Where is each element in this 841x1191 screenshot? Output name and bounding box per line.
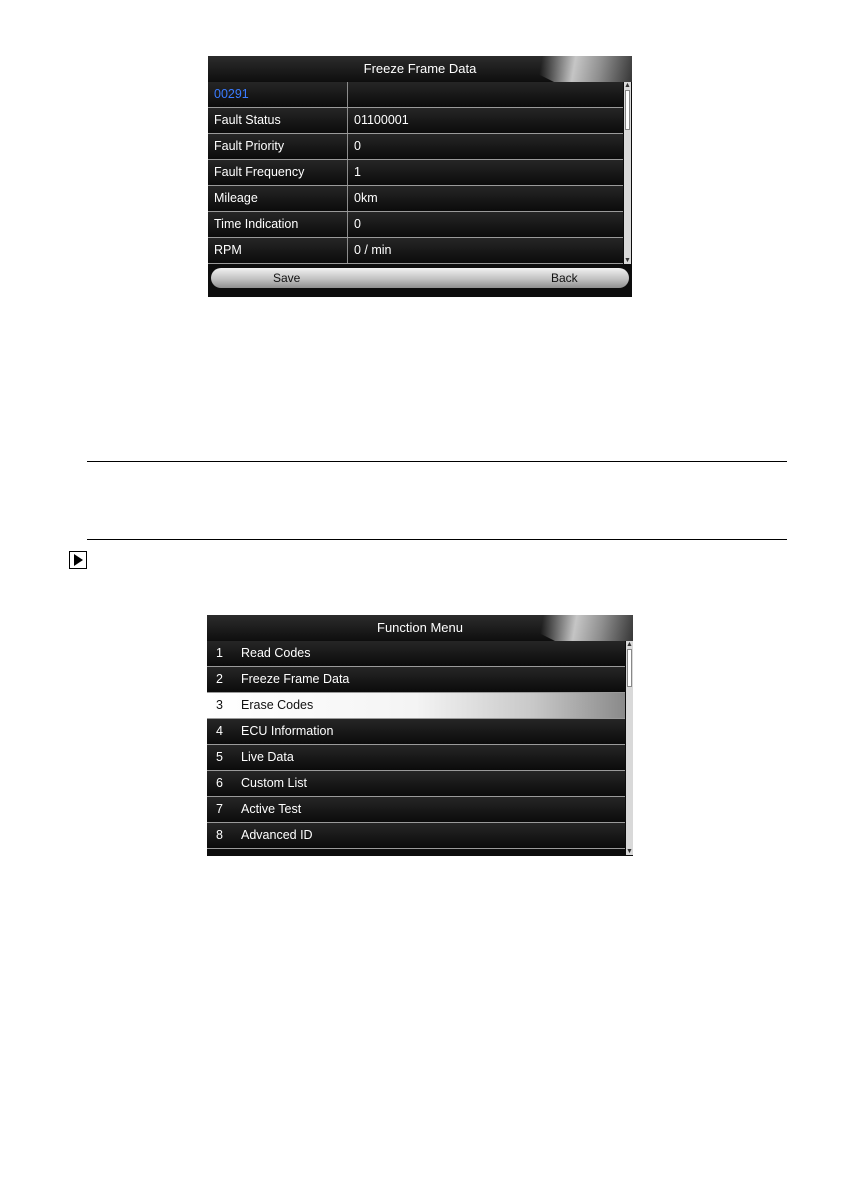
table-row[interactable] [208,134,623,160]
function-menu-scrollbar[interactable] [626,641,633,855]
table-row[interactable] [208,82,623,108]
menu-item-advanced-id[interactable] [207,823,625,849]
menu-item-erase-codes[interactable] [207,693,625,719]
menu-item-live-data[interactable] [207,745,625,771]
menu-item-label: Live Data [241,750,294,764]
table-row[interactable] [208,186,623,212]
menu-item-ecu-information[interactable] [207,719,625,745]
function-menu-screen [207,615,633,856]
menu-item-number: 4 [216,724,223,738]
function-menu-list [207,641,625,849]
column-divider [347,212,348,237]
arrow-down-icon[interactable]: ▼ [624,257,631,264]
column-divider [347,160,348,185]
back-button[interactable]: Back [551,271,578,285]
fault-code-label: 00291 [214,87,249,101]
row-value: 0 [354,217,361,231]
row-label: Time Indication [214,217,299,231]
row-value: 0 [354,139,361,153]
column-divider [347,82,348,107]
row-label: Fault Priority [214,139,285,153]
menu-item-number: 8 [216,828,223,842]
row-value: 01100001 [354,113,409,127]
row-value: 0km [354,191,378,205]
menu-item-number: 2 [216,672,223,686]
menu-item-label: Erase Codes [241,698,314,712]
freeze-frame-title: Freeze Frame Data [363,61,477,76]
title-swoosh-decoration [502,56,632,82]
menu-item-freeze-frame-data[interactable] [207,667,625,693]
function-menu-title: Function Menu [377,620,463,635]
freeze-frame-title-bar [208,56,632,82]
menu-item-number: 6 [216,776,223,790]
menu-item-number: 1 [216,646,223,660]
menu-item-number: 3 [216,698,223,712]
freeze-frame-button-bar [211,268,629,288]
menu-item-label: Active Test [241,802,302,816]
menu-item-number: 7 [216,802,223,816]
row-label: Fault Status [214,113,281,127]
freeze-frame-table [208,82,623,264]
arrow-down-icon[interactable]: ▼ [626,848,633,855]
divider-rule-top [87,461,787,462]
row-value: 1 [354,165,361,179]
freeze-frame-scrollbar[interactable] [624,82,631,264]
title-swoosh-decoration [503,615,633,641]
column-divider [347,134,348,159]
freeze-frame-screen [208,56,632,297]
row-label: RPM [214,243,242,257]
menu-item-custom-list[interactable] [207,771,625,797]
divider-rule-bottom [87,539,787,540]
table-row[interactable] [208,108,623,134]
menu-item-read-codes[interactable] [207,641,625,667]
scroll-thumb[interactable] [625,90,630,130]
menu-item-label: Custom List [241,776,307,790]
function-menu-title-bar [207,615,633,641]
row-label: Mileage [214,191,258,205]
menu-item-label: Freeze Frame Data [241,672,350,686]
save-button[interactable]: Save [273,271,301,285]
column-divider [347,186,348,211]
row-value: 0 / min [354,243,392,257]
table-row[interactable] [208,160,623,186]
scroll-thumb[interactable] [627,649,632,687]
menu-item-active-test[interactable] [207,797,625,823]
table-row[interactable] [208,212,623,238]
column-divider [347,108,348,133]
menu-item-label: ECU Information [241,724,334,738]
row-label: Fault Frequency [214,165,305,179]
arrow-up-icon[interactable]: ▲ [624,82,631,89]
arrow-up-icon[interactable]: ▲ [626,641,633,648]
menu-item-label: Advanced ID [241,828,313,842]
menu-item-label: Read Codes [241,646,311,660]
menu-item-number: 5 [216,750,223,764]
play-icon [69,551,87,569]
column-divider [347,238,348,263]
table-row[interactable] [208,238,623,264]
